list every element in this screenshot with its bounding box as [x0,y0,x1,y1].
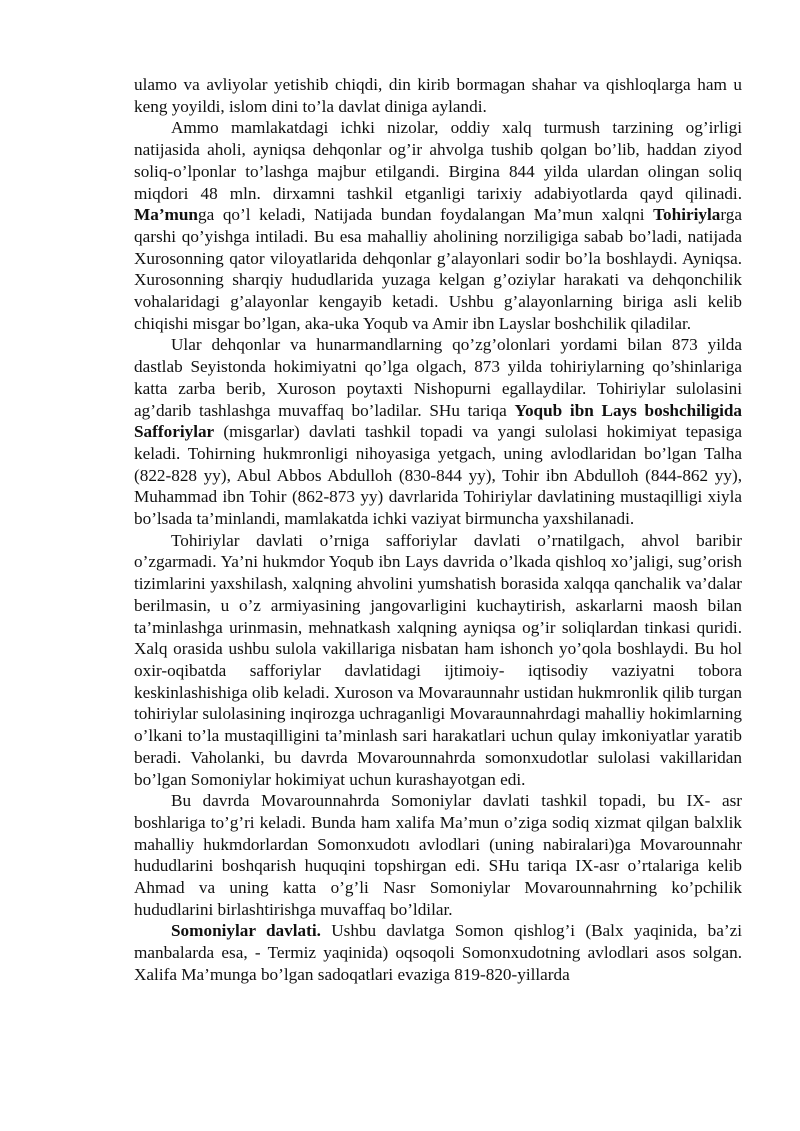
text-run: Ushbu davlatga Somon qishlog’i (Balx yaqinida, ba’zi manbalarda esa, - Termiz yaqinida) oqsoqoli Somonxudotning avlodlari asos solgan. Xalifa Ma’munga bo’lgan sadoqatlari evaziga 819-820-yillarda [134,921,743,984]
text-run: ulamo va avliyolar yetishib chiqdi, din kirib bormagan shahar va qishloqlarga ham u keng yoyildi, islom dini to’la davlat diniga aylandi. [134,75,742,116]
text-run: Tohiriylar davlati o’rniga safforiylar davlati o’rnatilgach, ahvol baribir o’zgarmadi. Ya’ni hukmdor Yoqub ibn Lays davrida o’lkada qishloq xo’jaligi, sug’orish tizimlarini yaxshilash, xalqning ahvolini yumshatish borasida xalqqa qanchalik va’dalar berilmasin, u o’z armiyasining jangovarligini kuchaytirish, askarlarni maosh bilan ta’minlashga urinmasin, mehnatkash xalqning ayniqsa og’ir soliqlardan tinkasi quridi. Xalq orasida ushbu sulola vakillariga nisbatan ham ishonch yo’qola boshlaydi. Bu hol oxir-oqibatda safforiylar davlatidagi ijtimoiy- iqtisodiy vaziyatni tobora keskinlashishiga olib keladi. Xuroson va Movaraunnahr ustidan hukmronlik qilib turgan tohiriylar sulolasining inqirozga uchraganligi Movaraunnahrdagi mahalliy hokimlarning o’lkani to’la mustaqilligini ta’minlash sari harakatlari uchun qulay imkoniyatlar yaratib beradi. Vaholanki, bu davrda Movarounnahrda somonxudotlar sulolasi vakillaridan bo’lgan Somoniylar hokimiyat uchun kurashayotgan edi. [134,530,742,789]
text-run: Bu davrda Movarounnahrda Somoniylar davlati tashkil topadi, bu IX- asr boshlariga to’g’ri keladi. Bunda ham xalifa Ma’mun o’ziga sodiq xizmat qilgan balxlik mahalliy hukmdorlardan Somonxudotı avlodlari (uning nabiralari)ga Movarounnahr hududlarini boshqarish huquqini topshirgan edi. SHu tariqa IX-asr o’rtalariga kelib Ahmad va uning katta o’g’li Nasr Somoniylar Movarounnahrning ko’pchilik hududlarini birlashtirishga muvaffaq bo’ldilar. [134,791,742,919]
paragraph [134,117,742,334]
document-body [134,74,742,986]
text-run: (misgarlar) davlati tashkil topadi va yangi sulolasi hokimiyat tepasiga keladi. Tohirning hukmronligi nihoyasiga yetgach, uning avlodlaridan bo’lgan Talha (822-828 yy), Abul Abbos Abdulloh (830-844 yy), Tohir ibn Abdulloh (844-862 yy), Muhammad ibn Tohir (862-873 yy) davrlarida Tohiriylar davlatining mustaqilligi xiyla bo’lsada ta’minlandi, mamlakatda ichki vaziyat birmuncha yaxshilanadi. [134,422,742,529]
text-run: Ular dehqonlar va hunarmandlarning qo’zg’olonlari yordami bilan 873 yilda dastlab Seyistonda hokimiyatni qo’lga olgach, 873 yilda tohiriylarning qo’shinlariga katta zarba berib, Xuroson poytaxti Nishopurni egallaydilar. Tohiriylar sulolasini ag’darib tashlashga muvaffaq bo’ladilar. SHu tariqa [134,335,742,420]
bold-text-run: Yoqub ibn Lays boshchiligida Safforiylar [134,400,742,442]
text-run: Ammo mamlakatdagi ichki nizolar, oddiy xalq turmush tarzining og’irligi natijasida aholi, ayniqsa dehqonlar og’ir ahvolga tushib qolgan bo’lib, haddan ziyod soliq-o’lponlar to’lashga majbur etilgandi. Birgina 844 yilda ulardan olingan soliq miqdori 48 mln. dirxamni tashkil etganligi tarixiy adabiyotlarda qayd qilinadi. [134,118,742,203]
bold-text-run: Somoniylar davlati. [171,921,321,941]
bold-text-run: Tohiriyla [653,205,721,225]
paragraph [134,530,742,790]
paragraph [134,74,742,117]
paragraph [134,334,742,529]
bold-text-run: Ma’mun [134,205,198,225]
paragraph [134,790,742,920]
text-run: ga qo’l keladi, Natijada bundan foydalangan Ma’mun xalqni [197,205,654,225]
paragraph [134,920,742,985]
text-run: rga qarshi qo’yishga intiladi. Bu esa mahalliy aholining norziligiga sabab bo’ladi, natijada Xurosonning qator viloyatlarida dehqonlar g’alayonlari sodir bo’la boshlaydi. Ayniqsa. Xurosonning sharqiy hududlarida yuzaga kelgan g’oziylar harakati va dehqonchilik vohalaridagi g’alayonlar kengayib ketadi. Ushbu g’alayonlarning biriga asli kelib chiqishi misgar bo’lgan, aka-uka Yoqub va Amir ibn Layslar boshchilik qiladilar. [134,205,742,333]
